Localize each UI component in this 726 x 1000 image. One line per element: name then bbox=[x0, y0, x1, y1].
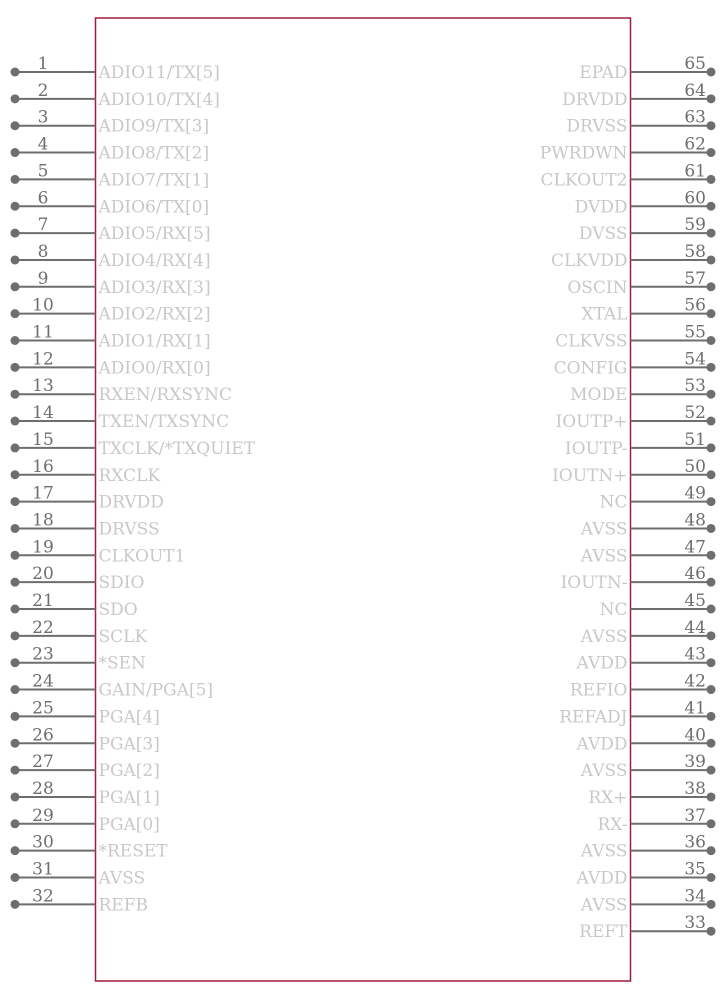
pin-number: 28 bbox=[32, 778, 54, 799]
pin-name: ADIO0/RX[0] bbox=[98, 358, 211, 379]
pin-name: CONFIG bbox=[553, 358, 628, 379]
pin-terminal-dot bbox=[707, 551, 716, 560]
pin-terminal-dot bbox=[11, 202, 20, 211]
pin-number: 22 bbox=[32, 617, 54, 638]
pin-name: REFB bbox=[98, 895, 148, 916]
pin-terminal-dot bbox=[11, 846, 20, 855]
pin-55 bbox=[555, 323, 715, 352]
pin-name: CLKOUT1 bbox=[98, 546, 186, 567]
pin-60 bbox=[575, 188, 716, 217]
pin-number: 1 bbox=[37, 54, 49, 74]
pin-name: ADIO2/RX[2] bbox=[98, 304, 211, 325]
pin-terminal-dot bbox=[707, 900, 716, 909]
pin-number: 58 bbox=[684, 241, 706, 262]
pin-8 bbox=[11, 242, 211, 271]
pin-33 bbox=[579, 913, 715, 942]
pin-terminal-dot bbox=[11, 470, 20, 479]
pin-terminal-dot bbox=[707, 336, 716, 345]
pin-number: 52 bbox=[684, 403, 706, 424]
pin-terminal-dot bbox=[11, 605, 20, 614]
pin-name: ADIO8/TX[2] bbox=[98, 143, 210, 164]
pin-terminal-dot bbox=[707, 443, 716, 452]
pin-terminal-dot bbox=[707, 470, 716, 479]
pin-terminal-dot bbox=[707, 390, 716, 399]
pin-53 bbox=[570, 376, 715, 405]
pin-number: 29 bbox=[32, 805, 54, 826]
pin-terminal-dot bbox=[707, 202, 716, 211]
pin-number: 4 bbox=[37, 134, 49, 155]
pin-13 bbox=[11, 376, 233, 405]
pin-name: NC bbox=[599, 492, 628, 513]
pin-26 bbox=[11, 725, 160, 754]
pin-44 bbox=[580, 618, 716, 647]
pin-name: AVDD bbox=[576, 653, 628, 674]
pin-3 bbox=[11, 108, 210, 137]
pin-28 bbox=[11, 779, 160, 808]
pin-terminal-dot bbox=[11, 229, 20, 238]
pin-name: ADIO3/RX[3] bbox=[98, 277, 211, 298]
pin-5 bbox=[11, 161, 210, 190]
pin-name: TXEN/TXSYNC bbox=[98, 412, 230, 433]
pin-58 bbox=[551, 242, 716, 271]
pin-terminal-dot bbox=[11, 900, 20, 909]
pin-name: CLKVDD bbox=[550, 250, 628, 271]
pin-name: AVSS bbox=[580, 895, 628, 916]
pin-terminal-dot bbox=[707, 658, 716, 667]
pin-6 bbox=[11, 188, 210, 217]
pin-terminal-dot bbox=[707, 229, 716, 238]
pin-16 bbox=[11, 457, 161, 486]
pin-name: PGA[3] bbox=[98, 734, 160, 755]
pin-number: 18 bbox=[32, 510, 54, 531]
pin-number: 60 bbox=[684, 188, 706, 209]
pin-name: DRVSS bbox=[98, 519, 160, 540]
pin-54 bbox=[554, 349, 716, 378]
pin-terminal-dot bbox=[707, 309, 716, 318]
pin-48 bbox=[580, 510, 716, 539]
pin-name: *RESET bbox=[98, 841, 168, 862]
pin-number: 7 bbox=[37, 215, 49, 236]
pin-name: PGA[2] bbox=[98, 761, 160, 782]
pin-number: 41 bbox=[684, 698, 706, 719]
pin-name: GAIN/PGA[5] bbox=[98, 680, 214, 701]
pin-9 bbox=[11, 269, 211, 298]
pin-number: 55 bbox=[684, 322, 706, 343]
pin-57 bbox=[567, 269, 715, 298]
pin-number: 36 bbox=[684, 832, 706, 853]
pin-terminal-dot bbox=[11, 685, 20, 694]
pin-number: 10 bbox=[32, 295, 54, 316]
pin-name: PGA[1] bbox=[98, 787, 160, 808]
pin-name: CLKOUT2 bbox=[540, 170, 628, 191]
pin-name: AVSS bbox=[580, 546, 628, 567]
pin-name: CLKVSS bbox=[555, 331, 628, 352]
pin-terminal-dot bbox=[11, 282, 20, 291]
pin-20 bbox=[11, 564, 145, 593]
pin-name: SCLK bbox=[98, 626, 148, 647]
pin-number: 47 bbox=[684, 537, 706, 558]
pin-number: 21 bbox=[32, 591, 54, 611]
pin-number: 13 bbox=[32, 376, 54, 397]
pin-terminal-dot bbox=[707, 148, 716, 157]
pin-name: ADIO1/RX[1] bbox=[98, 331, 211, 352]
pin-number: 43 bbox=[684, 644, 706, 665]
pin-25 bbox=[11, 698, 160, 727]
pin-number: 27 bbox=[32, 752, 54, 773]
pin-17 bbox=[11, 484, 164, 513]
pin-terminal-dot bbox=[707, 417, 716, 426]
pin-number: 6 bbox=[37, 188, 49, 209]
pin-terminal-dot bbox=[707, 605, 716, 614]
pin-terminal-dot bbox=[11, 94, 20, 103]
pin-2 bbox=[11, 81, 220, 110]
pin-terminal-dot bbox=[11, 551, 20, 560]
pin-62 bbox=[540, 135, 716, 164]
right-pin-group bbox=[540, 54, 716, 942]
pin-37 bbox=[597, 806, 715, 835]
pin-terminal-dot bbox=[707, 524, 716, 533]
pin-name: PGA[0] bbox=[98, 814, 160, 835]
pin-terminal-dot bbox=[11, 578, 20, 587]
pin-18 bbox=[11, 510, 160, 539]
pin-15 bbox=[11, 430, 256, 459]
pin-name: RXCLK bbox=[98, 465, 161, 486]
pin-14 bbox=[11, 403, 230, 432]
pin-name: *SEN bbox=[98, 653, 146, 674]
pin-terminal-dot bbox=[707, 873, 716, 882]
pin-name: AVDD bbox=[576, 868, 628, 889]
pin-terminal-dot bbox=[11, 390, 20, 399]
pin-45 bbox=[600, 591, 716, 620]
pin-name: ADIO4/RX[4] bbox=[98, 250, 211, 271]
pin-terminal-dot bbox=[707, 685, 716, 694]
pin-43 bbox=[576, 645, 716, 674]
pin-29 bbox=[11, 806, 160, 835]
pin-number: 39 bbox=[684, 752, 706, 773]
pin-number: 49 bbox=[684, 483, 706, 504]
pin-number: 48 bbox=[684, 510, 706, 531]
pin-number: 46 bbox=[684, 564, 706, 585]
pin-number: 56 bbox=[684, 295, 706, 316]
pin-name: MODE bbox=[570, 385, 628, 406]
pin-name: AVSS bbox=[98, 868, 146, 889]
pin-24 bbox=[11, 672, 214, 701]
pin-number: 20 bbox=[32, 564, 54, 585]
pin-number: 16 bbox=[32, 456, 54, 477]
pin-name: RX+ bbox=[588, 787, 628, 808]
pin-42 bbox=[570, 672, 716, 701]
pin-number: 59 bbox=[684, 215, 706, 236]
pin-number: 64 bbox=[684, 80, 706, 101]
pin-name: DRVDD bbox=[98, 492, 164, 513]
pin-name: OSCIN bbox=[567, 277, 628, 298]
pin-terminal-dot bbox=[11, 658, 20, 667]
pin-name: EPAD bbox=[579, 63, 628, 83]
pin-terminal-dot bbox=[11, 712, 20, 721]
pin-number: 54 bbox=[684, 349, 706, 370]
pin-name: ADIO6/TX[0] bbox=[98, 197, 210, 218]
pin-terminal-dot bbox=[707, 766, 716, 775]
pin-number: 57 bbox=[684, 268, 706, 289]
pin-terminal-dot bbox=[11, 336, 20, 345]
pin-number: 33 bbox=[684, 913, 706, 934]
pin-name: DVSS bbox=[578, 224, 628, 245]
pin-number: 23 bbox=[32, 644, 54, 665]
pin-terminal-dot bbox=[707, 792, 716, 801]
pin-terminal-dot bbox=[707, 121, 716, 130]
pin-32 bbox=[11, 886, 149, 915]
pin-number: 65 bbox=[684, 54, 706, 74]
pin-12 bbox=[11, 349, 211, 378]
left-pin-group bbox=[11, 54, 256, 915]
pin-number: 61 bbox=[684, 161, 706, 182]
pin-22 bbox=[11, 618, 148, 647]
pin-name: RXEN/RXSYNC bbox=[98, 385, 233, 406]
pin-number: 35 bbox=[684, 859, 706, 880]
pin-number: 62 bbox=[684, 134, 706, 155]
pin-name: DRVDD bbox=[562, 89, 628, 110]
pin-name: REFADJ bbox=[559, 707, 628, 728]
pin-terminal-dot bbox=[707, 819, 716, 828]
pin-name: PGA[4] bbox=[98, 707, 160, 728]
pin-39 bbox=[580, 752, 716, 781]
pin-number: 63 bbox=[684, 107, 706, 128]
pin-number: 8 bbox=[37, 241, 49, 262]
pin-50 bbox=[552, 457, 715, 486]
pin-terminal-dot bbox=[707, 255, 716, 264]
pin-name: ADIO10/TX[4] bbox=[98, 89, 220, 110]
pin-name: ADIO7/TX[1] bbox=[98, 170, 210, 191]
pin-terminal-dot bbox=[11, 68, 20, 77]
pin-number: 30 bbox=[32, 832, 54, 853]
pin-number: 53 bbox=[684, 376, 706, 397]
pin-38 bbox=[588, 779, 715, 808]
pin-name: PWRDWN bbox=[539, 143, 628, 164]
pin-number: 40 bbox=[684, 725, 706, 746]
pin-35 bbox=[576, 860, 716, 889]
pin-number: 50 bbox=[684, 456, 706, 477]
pin-terminal-dot bbox=[11, 443, 20, 452]
pin-name: AVSS bbox=[580, 519, 628, 540]
pin-number: 9 bbox=[37, 268, 49, 289]
pin-number: 12 bbox=[32, 349, 54, 370]
pin-name: TXCLK/*TXQUIET bbox=[98, 438, 256, 459]
pin-31 bbox=[11, 860, 146, 889]
pin-11 bbox=[11, 323, 211, 352]
pin-56 bbox=[581, 296, 715, 325]
pin-name: AVSS bbox=[580, 761, 628, 782]
pin-name: SDO bbox=[98, 600, 138, 620]
pin-36 bbox=[580, 833, 716, 862]
pin-47 bbox=[580, 537, 716, 566]
pin-65 bbox=[579, 54, 715, 83]
pin-terminal-dot bbox=[11, 766, 20, 775]
pin-name: SDIO bbox=[98, 573, 145, 594]
pin-27 bbox=[11, 752, 160, 781]
pin-terminal-dot bbox=[11, 739, 20, 748]
pin-64 bbox=[562, 81, 715, 110]
pin-terminal-dot bbox=[707, 282, 716, 291]
pin-23 bbox=[11, 645, 147, 674]
pin-name: ADIO11/TX[5] bbox=[98, 63, 220, 83]
pin-number: 14 bbox=[32, 403, 54, 424]
pin-46 bbox=[561, 564, 716, 593]
pin-terminal-dot bbox=[11, 309, 20, 318]
pin-7 bbox=[11, 215, 211, 244]
pin-terminal-dot bbox=[11, 175, 20, 184]
pin-terminal-dot bbox=[707, 68, 716, 77]
pin-name: ADIO5/RX[5] bbox=[98, 224, 211, 245]
pin-1 bbox=[11, 54, 220, 83]
pin-terminal-dot bbox=[11, 819, 20, 828]
pin-terminal-dot bbox=[707, 631, 716, 640]
pin-number: 44 bbox=[684, 617, 706, 638]
pin-name: IOUTP- bbox=[564, 438, 628, 459]
pin-terminal-dot bbox=[707, 578, 716, 587]
pin-name: DVDD bbox=[574, 197, 628, 218]
pin-number: 24 bbox=[32, 671, 54, 692]
pin-number: 45 bbox=[684, 591, 706, 611]
pin-61 bbox=[541, 161, 716, 190]
pin-terminal-dot bbox=[11, 497, 20, 506]
pin-terminal-dot bbox=[11, 121, 20, 130]
pin-name: IOUTN+ bbox=[552, 465, 628, 486]
pin-terminal-dot bbox=[11, 255, 20, 264]
pin-34 bbox=[580, 886, 716, 915]
pin-terminal-dot bbox=[707, 497, 716, 506]
pin-terminal-dot bbox=[707, 94, 716, 103]
pin-terminal-dot bbox=[11, 873, 20, 882]
pin-number: 26 bbox=[32, 725, 54, 746]
pin-name: XTAL bbox=[581, 304, 628, 325]
pin-name: AVSS bbox=[580, 841, 628, 862]
pin-4 bbox=[11, 135, 210, 164]
pin-number: 5 bbox=[37, 161, 49, 182]
pin-name: DRVSS bbox=[566, 116, 628, 137]
pin-name: IOUTP+ bbox=[555, 412, 628, 433]
pin-number: 31 bbox=[32, 859, 54, 880]
pin-number: 38 bbox=[684, 778, 706, 799]
pin-10 bbox=[11, 296, 211, 325]
pin-59 bbox=[579, 215, 716, 244]
pin-name: IOUTN- bbox=[560, 573, 628, 594]
pin-terminal-dot bbox=[707, 739, 716, 748]
pin-terminal-dot bbox=[11, 524, 20, 533]
pin-number: 17 bbox=[32, 483, 54, 504]
pin-terminal-dot bbox=[707, 846, 716, 855]
pin-terminal-dot bbox=[11, 363, 20, 372]
pin-number: 3 bbox=[37, 107, 49, 128]
pin-number: 11 bbox=[32, 322, 54, 343]
pin-name: NC bbox=[599, 600, 628, 620]
pin-19 bbox=[11, 537, 186, 566]
pin-terminal-dot bbox=[707, 712, 716, 721]
pin-number: 2 bbox=[37, 80, 49, 101]
pin-41 bbox=[559, 698, 715, 727]
pin-number: 15 bbox=[32, 429, 54, 450]
pin-name: REFIO bbox=[569, 680, 628, 701]
pin-terminal-dot bbox=[707, 363, 716, 372]
pin-terminal-dot bbox=[707, 927, 716, 936]
pin-52 bbox=[555, 403, 715, 432]
pin-21 bbox=[11, 591, 138, 620]
pin-name: RX- bbox=[597, 814, 628, 835]
pin-number: 42 bbox=[684, 671, 706, 692]
pin-63 bbox=[566, 108, 715, 137]
pin-30 bbox=[11, 833, 169, 862]
pin-number: 51 bbox=[684, 429, 706, 450]
pin-number: 32 bbox=[32, 886, 54, 907]
pin-name: REFT bbox=[579, 922, 628, 943]
pin-number: 25 bbox=[32, 698, 54, 719]
pin-terminal-dot bbox=[11, 417, 20, 426]
pin-name: ADIO9/TX[3] bbox=[98, 116, 210, 137]
pin-number: 19 bbox=[32, 537, 54, 558]
pin-40 bbox=[576, 725, 716, 754]
pin-number: 37 bbox=[684, 805, 706, 826]
pin-terminal-dot bbox=[707, 175, 716, 184]
pin-name: AVSS bbox=[580, 626, 628, 647]
pin-49 bbox=[600, 484, 716, 513]
pin-51 bbox=[565, 430, 716, 459]
pin-terminal-dot bbox=[11, 792, 20, 801]
pin-name: AVDD bbox=[576, 734, 628, 755]
pin-terminal-dot bbox=[11, 631, 20, 640]
pin-terminal-dot bbox=[11, 148, 20, 157]
pin-number: 34 bbox=[684, 886, 706, 907]
